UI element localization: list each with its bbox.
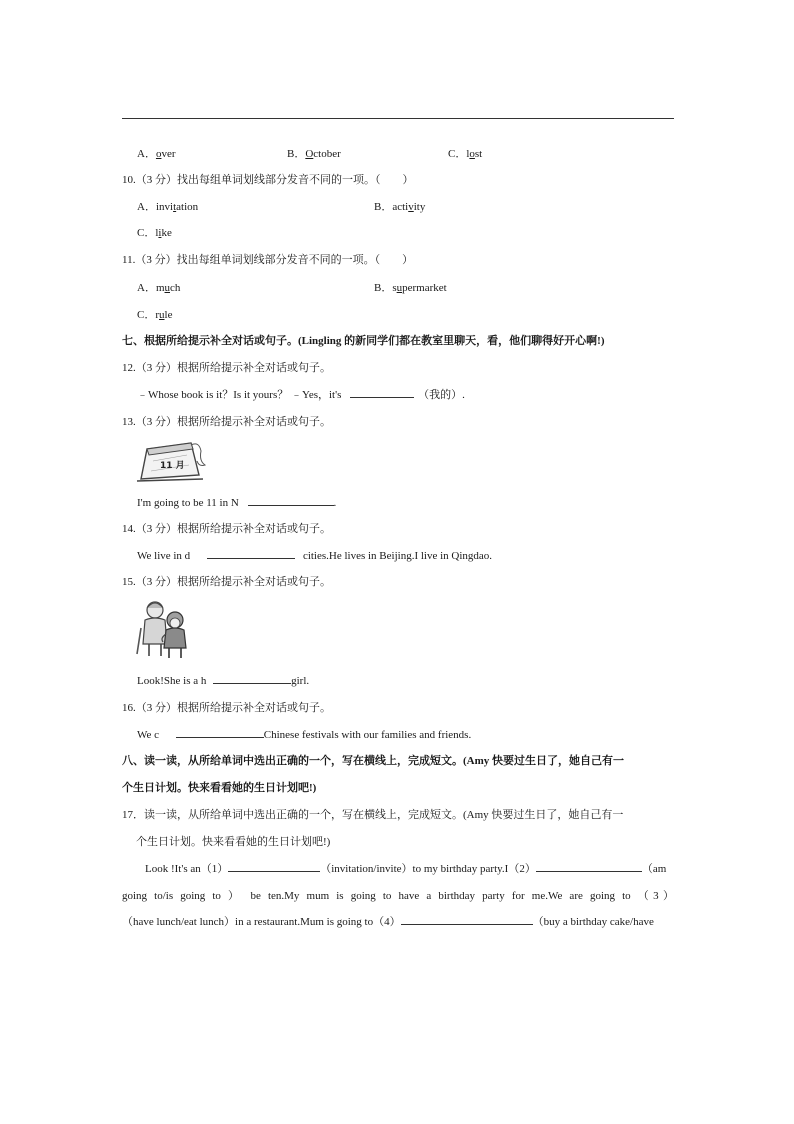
underlined-letters: t bbox=[173, 201, 177, 213]
q16-stem: 16.（3 分）根据所给提示补全对话或句子。 bbox=[122, 702, 331, 714]
header-rule bbox=[122, 118, 674, 119]
calendar-label: 11 月 bbox=[160, 461, 185, 471]
sentence-text: girl. bbox=[291, 675, 310, 687]
passage-text: going to/is going to ） be ten.My mum is going to have a birthday party for me.We are going to （3） bbox=[122, 890, 674, 902]
option-label: A． bbox=[137, 201, 156, 213]
calendar-icon bbox=[133, 435, 211, 485]
sentence-text: We live in d bbox=[137, 550, 191, 562]
option-label: B． bbox=[374, 282, 393, 294]
q13-answer-line bbox=[137, 494, 336, 509]
passage-line-1 bbox=[145, 860, 666, 876]
passage-text: （buy a birthday cake/have bbox=[532, 916, 654, 928]
passage-line-2 bbox=[122, 887, 674, 903]
underlined-letters: o bbox=[469, 148, 475, 160]
q12-answer-line bbox=[137, 386, 465, 402]
option-label: A． bbox=[137, 148, 156, 160]
option-text: ke bbox=[161, 227, 172, 239]
calendar-illustration bbox=[133, 435, 211, 485]
section-8-heading-line1: 八、读一读，从所给单词中选出正确的一个，写在横线上，完成短文。(Amy 快要过生日了，她自己有一 bbox=[122, 755, 625, 767]
sentence-text: Chinese festivals with our families and friends. bbox=[263, 729, 472, 741]
option-text: l bbox=[466, 148, 470, 160]
option-text: l bbox=[155, 227, 159, 239]
q13-stem: 13.（3 分）根据所给提示补全对话或句子。 bbox=[122, 416, 331, 428]
underlined-letters: u bbox=[396, 282, 403, 294]
option-label: C． bbox=[137, 227, 156, 239]
underlined-letters: u bbox=[164, 282, 171, 294]
q10-stem: 10.（3 分）找出每组单词划线部分发音不同的一项。（ ） bbox=[122, 174, 414, 186]
option-text: ch bbox=[170, 282, 181, 294]
option-label: C． bbox=[448, 148, 467, 160]
q17-stem-line2: 个生日计划。快来看看她的生日计划吧!) bbox=[136, 836, 331, 848]
q14-answer-line bbox=[137, 547, 492, 562]
passage-text: （am bbox=[641, 863, 667, 875]
q9-option-b[interactable] bbox=[287, 145, 341, 161]
q11-option-a[interactable] bbox=[137, 279, 180, 295]
q11-option-c[interactable] bbox=[137, 306, 172, 322]
option-text: r bbox=[155, 309, 160, 321]
q14-stem: 14.（3 分）根据所给提示补全对话或句子。 bbox=[122, 523, 331, 535]
answer-blank[interactable] bbox=[248, 494, 334, 506]
sentence-text: ﹣Whose book is it？Is it yours？ ﹣Yes，it's bbox=[137, 389, 342, 401]
option-label: C． bbox=[137, 309, 156, 321]
option-text: ctober bbox=[313, 148, 341, 160]
passage-text: （invitation/invite）to my birthday party.I（2） bbox=[320, 863, 536, 875]
sentence-text: . bbox=[333, 497, 337, 509]
q17-stem-line1: 17．读一读，从所给单词中选出正确的一个，写在横线上，完成短文。(Amy 快要过生日了，她自己有一 bbox=[122, 809, 624, 821]
option-text: s bbox=[392, 282, 397, 294]
underlined-letters: i bbox=[158, 227, 162, 239]
q15-answer-line bbox=[137, 672, 309, 687]
sentence-text: We c bbox=[137, 729, 160, 741]
q9-option-c[interactable] bbox=[448, 145, 482, 161]
q10-option-c[interactable] bbox=[137, 224, 172, 240]
sentence-text: Look!She is a h bbox=[137, 675, 207, 687]
underlined-letters: v bbox=[408, 201, 414, 213]
answer-blank[interactable] bbox=[207, 547, 295, 559]
q15-stem: 15.（3 分）根据所给提示补全对话或句子。 bbox=[122, 576, 331, 588]
option-label: A． bbox=[137, 282, 156, 294]
sentence-text: I'm going to be 11 in N bbox=[137, 497, 239, 509]
section-7-heading: 七、根据所给提示补全对话或句子。(Lingling 的新同学们都在教室里聊天，看，他们聊得好开心啊!) bbox=[122, 335, 605, 347]
passage-line-3 bbox=[122, 913, 654, 929]
underlined-letters: O bbox=[305, 148, 314, 160]
option-text: m bbox=[155, 282, 165, 294]
answer-blank-4[interactable] bbox=[401, 913, 533, 925]
option-text: acti bbox=[392, 201, 409, 213]
section-8-heading-line2: 个生日计划。快来看看她的生日计划吧!) bbox=[122, 782, 317, 794]
q10-option-b[interactable] bbox=[374, 198, 425, 214]
q9-option-a[interactable] bbox=[137, 145, 176, 161]
q16-answer-line bbox=[137, 726, 471, 741]
passage-text: Look !It's an（1） bbox=[145, 863, 229, 875]
q11-option-b[interactable] bbox=[374, 279, 447, 295]
answer-blank[interactable] bbox=[176, 726, 264, 738]
option-label: B． bbox=[374, 201, 393, 213]
answer-blank[interactable] bbox=[350, 386, 414, 398]
option-label: B． bbox=[287, 148, 306, 160]
q11-stem: 11.（3 分）找出每组单词划线部分发音不同的一项。（ ） bbox=[122, 254, 414, 266]
girl-helping-grandma-illustration bbox=[135, 598, 193, 660]
passage-text: （have lunch/eat lunch）in a restaurant.Mum is going to（4） bbox=[122, 916, 401, 928]
option-text: ity bbox=[413, 201, 426, 213]
q12-stem: 12.（3 分）根据所给提示补全对话或句子。 bbox=[122, 362, 331, 374]
option-text: ver bbox=[161, 148, 176, 160]
sentence-text: （我的）. bbox=[418, 389, 465, 401]
answer-blank-2[interactable] bbox=[536, 860, 642, 872]
option-text: st bbox=[474, 148, 483, 160]
option-text: permarket bbox=[402, 282, 447, 294]
option-text: le bbox=[164, 309, 173, 321]
underlined-letters: o bbox=[155, 148, 162, 160]
people-icon bbox=[135, 598, 193, 660]
option-text: ation bbox=[176, 201, 199, 213]
option-text: invi bbox=[155, 201, 174, 213]
q10-option-a[interactable] bbox=[137, 198, 198, 214]
answer-blank[interactable] bbox=[213, 672, 291, 684]
answer-blank-1[interactable] bbox=[228, 860, 320, 872]
sentence-text: cities.He lives in Beijing.I live in Qingdao. bbox=[302, 550, 493, 562]
underlined-letters: u bbox=[159, 309, 165, 321]
